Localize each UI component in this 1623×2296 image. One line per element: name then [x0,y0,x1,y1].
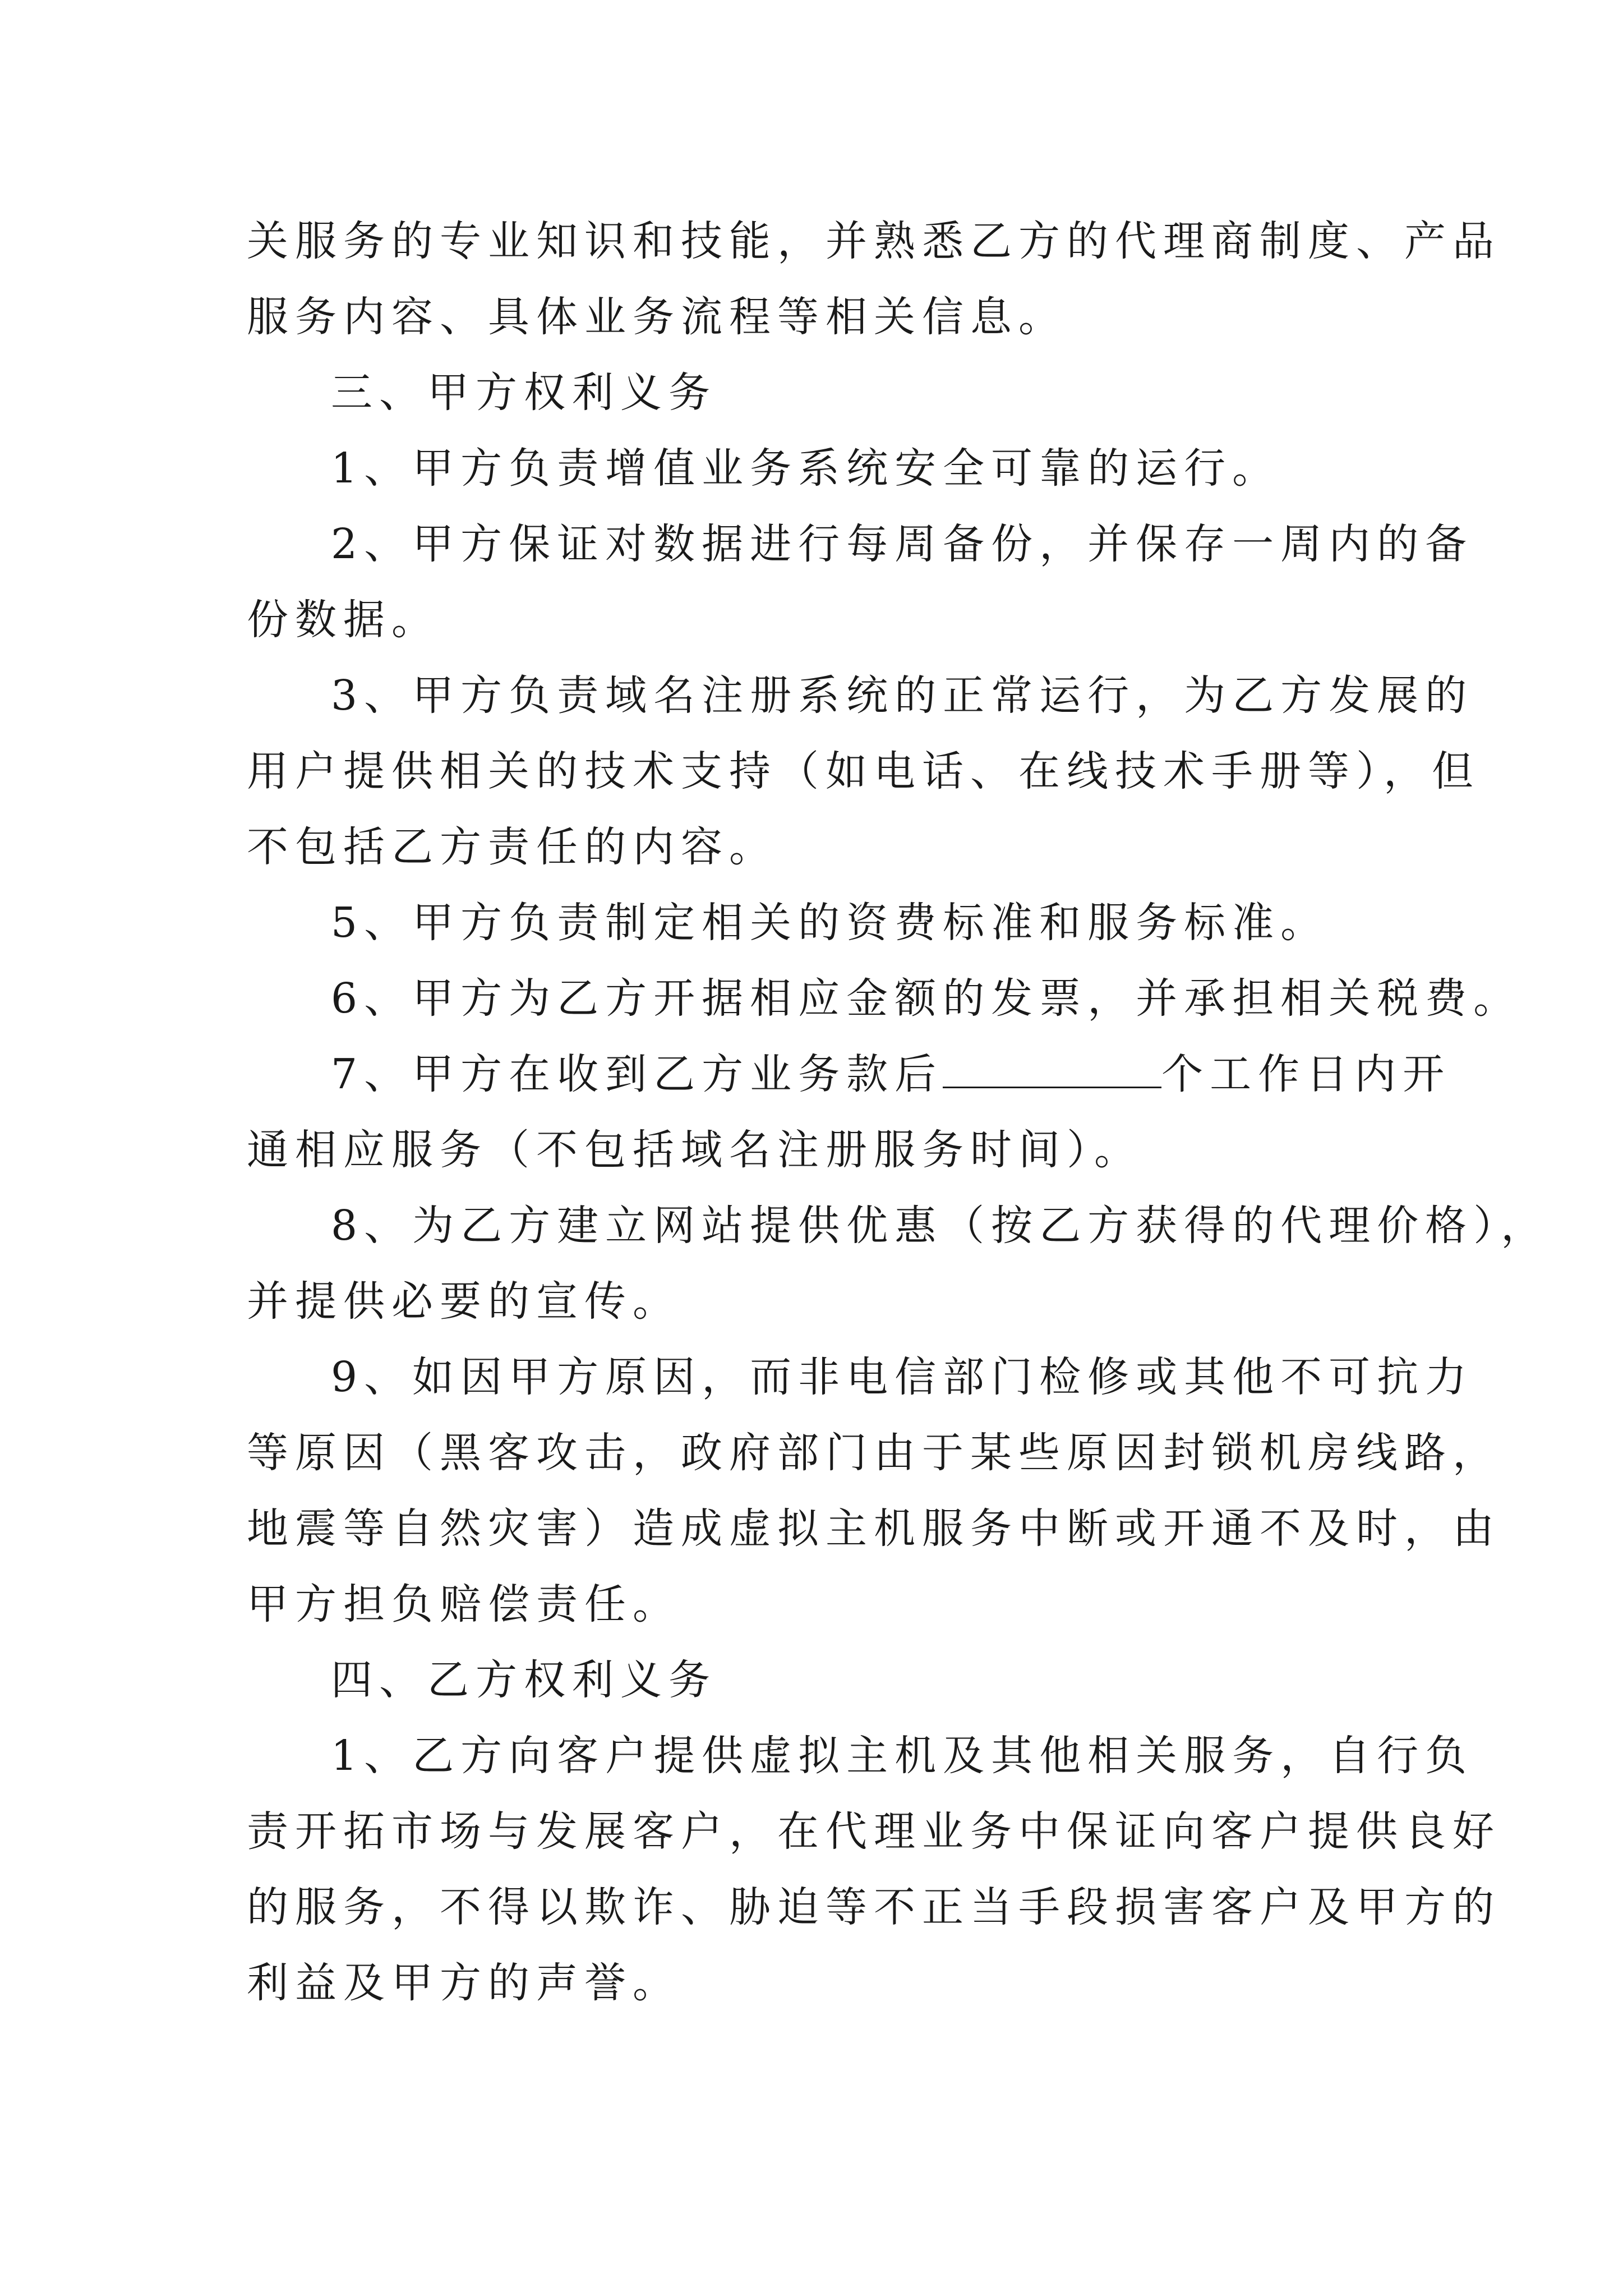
line-text: 个工作日内开 [1161,1050,1451,1098]
paragraph-line: 等原因（黑客攻击，政府部门由于某些原因封锁机房线路， [247,1429,1501,1477]
paragraph-line: 服务内容、具体业务流程等相关信息。 [247,293,1067,341]
paragraph-line: 甲方担负赔偿责任。 [247,1580,681,1628]
paragraph-line: 利益及甲方的声誉。 [247,1959,681,2007]
paragraph-line: 3、甲方负责域名注册系统的正常运行，为乙方发展的 [331,671,1474,720]
paragraph-line: 份数据。 [247,596,440,644]
paragraph-line: 责开拓市场与发展客户，在代理业务中保证向客户提供良好 [247,1807,1501,1856]
paragraph-line: 1、甲方负责增值业务系统安全可靠的运行。 [331,444,1281,493]
paragraph-line: 不包括乙方责任的内容。 [247,823,777,871]
paragraph-line: 9、如因甲方原因，而非电信部门检修或其他不可抗力 [331,1353,1474,1401]
paragraph-line: 并提供必要的宣传。 [247,1277,681,1326]
section-heading: 四、乙方权利义务 [331,1656,717,1704]
paragraph-line: 关服务的专业知识和技能，并熟悉乙方的代理商制度、产品 [247,217,1501,265]
line-text: 7、甲方在收到乙方业务款后 [331,1050,943,1098]
paragraph-line: 5、甲方负责制定相关的资费标准和服务标准。 [331,899,1329,947]
paragraph-line: 8、为乙方建立网站提供优惠（按乙方获得的代理价格）， [331,1202,1550,1250]
paragraph-line: 用户提供相关的技术支持（如电话、在线技术手册等），但 [247,747,1480,795]
paragraph-line: 6、甲方为乙方开据相应金额的发票，并承担相关税费。 [331,974,1522,1023]
paragraph-line: 通相应服务（不包括域名注册服务时间）。 [247,1126,1142,1174]
paragraph-line: 2、甲方保证对数据进行每周备份，并保存一周内的备 [331,520,1474,568]
paragraph-line: 1、乙方向客户提供虚拟主机及其他相关服务，自行负 [331,1732,1474,1780]
paragraph-line [331,1041,1451,1108]
paragraph-line: 的服务，不得以欺诈、胁迫等不正当手段损害客户及甲方的 [247,1883,1501,1931]
paragraph-line: 地震等自然灾害）造成虚拟主机服务中断或开通不及时，由 [247,1504,1501,1553]
fill-in-blank[interactable] [943,1047,1161,1088]
section-heading: 三、甲方权利义务 [331,369,717,417]
